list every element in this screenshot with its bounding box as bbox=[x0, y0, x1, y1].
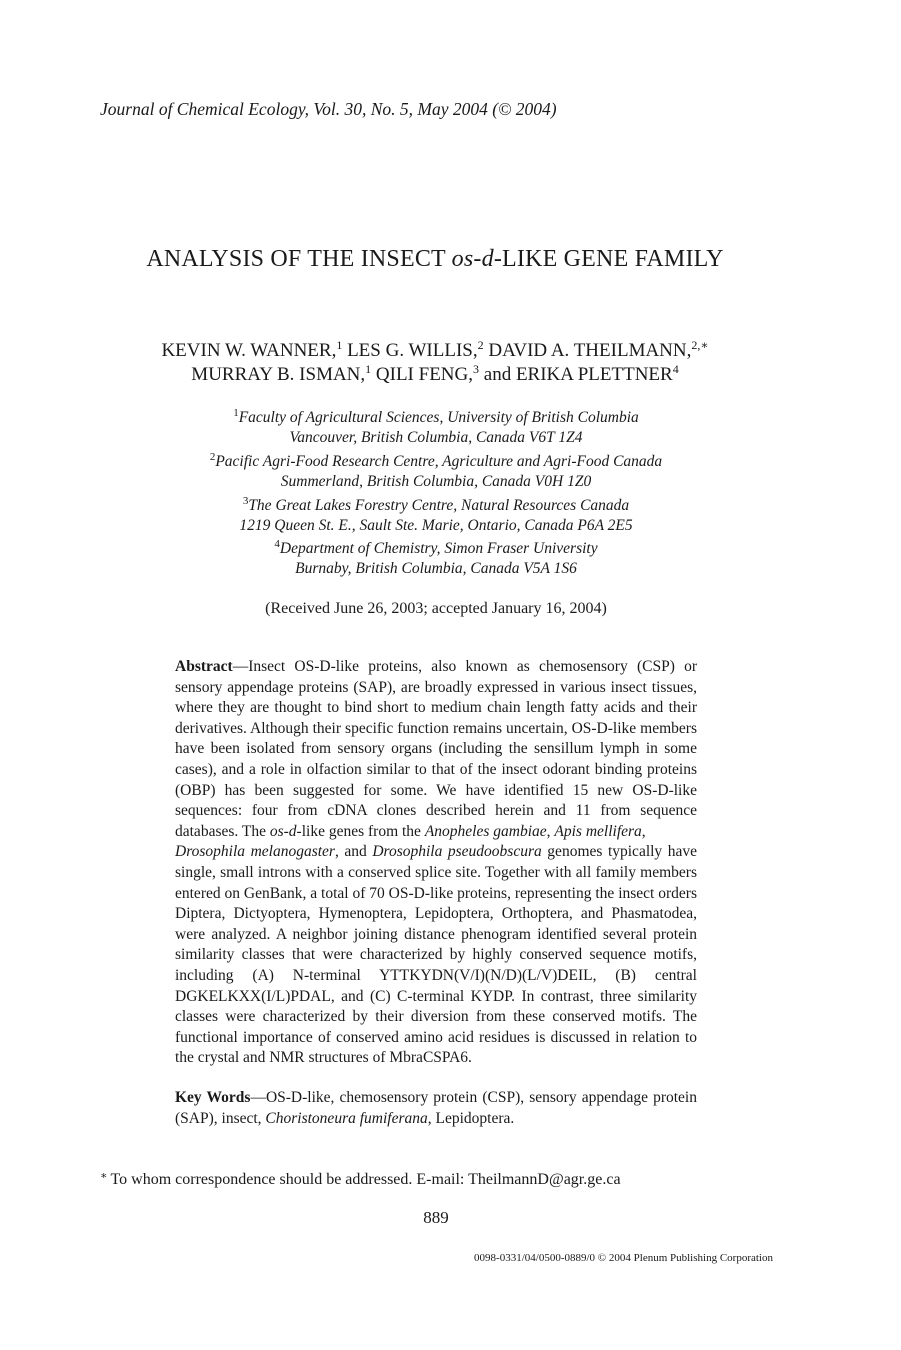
journal-header: Journal of Chemical Ecology, Vol. 30, No. 5, May 2004 (© 2004) bbox=[100, 99, 557, 119]
correspondence-footnote bbox=[100, 1169, 621, 1189]
affiliation-number: 2 bbox=[209, 451, 216, 463]
abstract-italic: Drosophila pseudoobscura bbox=[372, 843, 542, 861]
affiliation bbox=[0, 452, 872, 492]
title-italic: os-d bbox=[451, 246, 494, 272]
affiliation-number: 4 bbox=[274, 538, 280, 550]
page-number: 889 bbox=[423, 1208, 449, 1227]
affiliation bbox=[0, 539, 872, 579]
abstract-text: , and bbox=[334, 843, 373, 861]
abstract-italic: os-d bbox=[269, 822, 297, 840]
author-name: LES G. WILLIS, bbox=[342, 340, 478, 361]
author-name: DAVID A. THEILMANN, bbox=[483, 340, 692, 361]
abstract bbox=[175, 657, 697, 1069]
author-line-1 bbox=[0, 340, 870, 362]
footnote-marker: ∗ bbox=[100, 1170, 108, 1182]
author-affil-sup: 4 bbox=[672, 362, 679, 376]
author-name: MURRAY B. ISMAN, bbox=[191, 364, 366, 385]
author-affil-sup: 2,∗ bbox=[691, 338, 709, 352]
affiliation bbox=[0, 496, 872, 536]
abstract-text: , bbox=[641, 822, 646, 840]
author-affil-sup: 1 bbox=[336, 338, 343, 352]
abstract-text: -like genes from the bbox=[296, 822, 425, 840]
affiliation-line: Faculty of Agricultural Sciences, University of British Columbia bbox=[238, 409, 639, 426]
affiliation-line: Burnaby, British Columbia, Canada V5A 1S6 bbox=[295, 560, 577, 577]
affiliation bbox=[0, 408, 872, 448]
copyright-line: 0098-0331/04/0500-0889/0 © 2004 Plenum Publishing Corporation bbox=[474, 1252, 773, 1264]
abstract-italic: Apis mellifera bbox=[554, 822, 642, 840]
author-affil-sup: 3 bbox=[473, 362, 480, 376]
author-name: KEVIN W. WANNER, bbox=[161, 340, 337, 361]
abstract-italic: Drosophila melanogaster bbox=[175, 843, 335, 861]
article-title bbox=[0, 246, 870, 273]
affiliation-line: Department of Chemistry, Simon Fraser University bbox=[279, 540, 598, 557]
affiliation-line: Pacific Agri-Food Research Centre, Agriculture and Agri-Food Canada bbox=[215, 453, 663, 470]
affiliation-line: 1219 Queen St. E., Sault Ste. Marie, Ontario, Canada P6A 2E5 bbox=[239, 517, 633, 534]
keywords-text: , Lepidoptera. bbox=[427, 1109, 515, 1127]
keywords-text: —OS-D-like, chemosensory protein (CSP), sensory appendage protein (SAP), insect, bbox=[175, 1089, 697, 1127]
affiliation-line: Vancouver, British Columbia, Canada V6T 1Z4 bbox=[289, 429, 583, 446]
author-affil-sup: 2 bbox=[477, 338, 484, 352]
received-dates: (Received June 26, 2003; accepted January 16, 2004) bbox=[265, 600, 607, 617]
affiliation-number: 3 bbox=[242, 495, 249, 507]
title-post: -LIKE GENE FAMILY bbox=[493, 246, 724, 272]
author-name: and ERIKA PLETTNER bbox=[479, 364, 673, 385]
abstract-text: , bbox=[546, 822, 555, 840]
abstract-text: —Insect OS-D-like proteins, also known as chemosensory (CSP) or sensory appendage proteins (SAP), are broadly expressed in various insect tissues, where they are thought to bind short to medium chain length fatty acids and their derivatives. Although their specific function remains uncertain, OS-D-like members have been isolated from sensory organs (including the sensillum lymph in some cases), and a role in olfaction similar to that of the insect odorant binding proteins (OBP) has been suggested for some. We have identified 15 new OS-D-like sequences: four from cDNA clones described herein and 11 from sequence databases. The bbox=[175, 658, 697, 840]
author-affil-sup: 1 bbox=[365, 362, 372, 376]
affiliation-line: The Great Lakes Forestry Centre, Natural Resources Canada bbox=[248, 497, 630, 514]
title-pre: ANALYSIS OF THE INSECT bbox=[146, 246, 452, 272]
author-name: QILI FENG, bbox=[371, 364, 474, 385]
key-words bbox=[175, 1088, 697, 1129]
abstract-italic: Anopheles gambiae bbox=[424, 822, 547, 840]
affiliation-number: 1 bbox=[233, 407, 239, 419]
author-line-2 bbox=[0, 364, 870, 386]
keywords-label: Key Words bbox=[175, 1089, 251, 1106]
abstract-text: genomes typically have single, small introns with a conserved splice site. Together with all family members entered on GenBank, a total of 70 OS-D-like proteins, representing the insect orders Diptera, Dictyoptera, Hymenoptera, Lepidoptera, Orthoptera, and Phasmatodea, were analyzed. A neighbor joining distance phenogram identified several protein similarity classes that were characterized by highly conserved sequence motifs, including (A) N-terminal YTTKYDN(V/I)(N/D)(L/V)DEIL, (B) central DGKELKXX(I/L)PDAL, and (C) C-terminal KYDP. In contrast, three similarity classes were characterized by their diversion from these conserved motifs. The functional importance of conserved amino acid residues is discussed in relation to the crystal and NMR structures of MbraCSPA6. bbox=[175, 843, 697, 1067]
abstract-label: Abstract bbox=[175, 658, 233, 675]
affiliation-line: Summerland, British Columbia, Canada V0H 1Z0 bbox=[280, 473, 592, 490]
footnote-text: To whom correspondence should be addressed. E-mail: TheilmannD@agr.ge.ca bbox=[110, 1171, 621, 1188]
keywords-italic: Choristoneura fumiferana bbox=[265, 1109, 428, 1127]
